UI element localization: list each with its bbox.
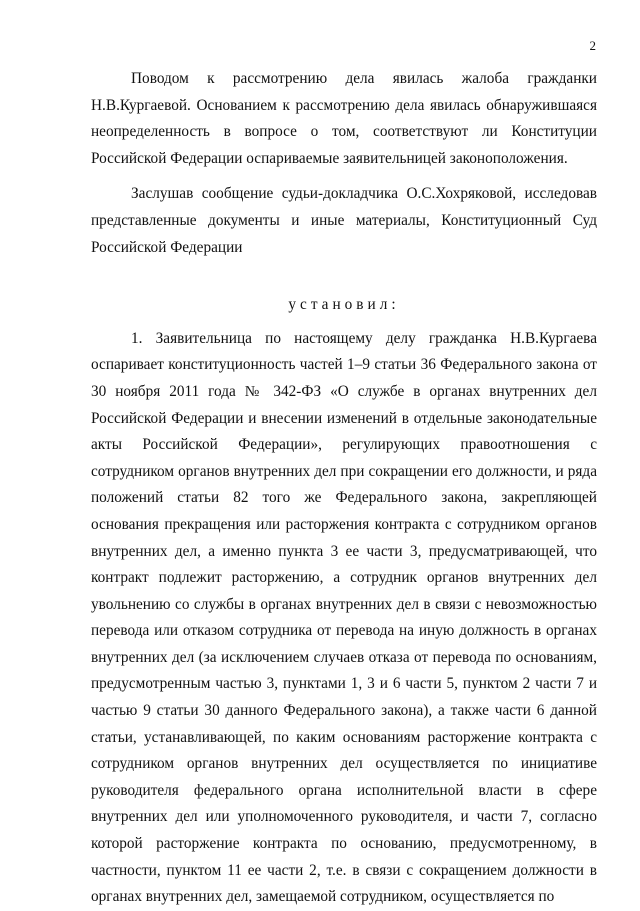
document-body — [91, 66, 597, 911]
section-heading-ustanovil: установил: — [288, 296, 400, 314]
paragraph-grounds: Поводом к рассмотрению дела явилась жалоба гражданки Н.В.Кургаевой. Основанием к рассмотрению дела явилась обнаружившаяся неопределенность в вопросе о том, соответствуют ли Конституции Российской Федерации оспариваемые заявительницей законоположения. — [91, 70, 597, 167]
paragraph-hearing: Заслушав сообщение судьи-докладчика О.С.Хохряковой, исследовав представленные документы и иные материалы, Конституционный Суд Российской Федерации — [91, 185, 597, 256]
paragraph-section-1: 1. Заявительница по настоящему делу гражданка Н.В.Кургаева оспаривает конституционность частей 1–9 статьи 36 Федерального закона от 30 ноября 2011 года № 342-ФЗ «О службе в органах внутренних дел Российской Федерации и внесении изменений в отдельные законодательные акты Российской Федерации», регулирующих правоотношения с сотрудником органов внутренних дел при сокращении его должности, и ряда положений статьи 82 того же Федерального закона, закрепляющей основания прекращения или расторжения контракта с сотрудником органов внутренних дел, а именно пункта 3 ее части 3, предусматривающей, что контракт подлежит расторжению, а сотрудник органов внутренних дел увольнению со службы в органах внутренних дел в связи с невозможностью перевода или отказом сотрудника от перевода на иную должность в органах внутренних дел (за исключением случаев отказа от перевода по основаниям, предусмотренным частью 3, пунктами 1, 3 и 6 части 5, пунктом 2 части 7 и частью 9 статьи 30 данного Федерального закона), а также части 6 данной статьи, устанавливающей, по каким основаниям расторжение контракта с сотрудником органов внутренних дел осуществляется по инициативе руководителя федерального органа исполнительной власти в сфере внутренних дел или уполномоченного руководителя, и части 7, согласно которой расторжение контракта по основанию, предусмотренному, в частности, пунктом 11 ее части 2, т.е. в связи с сокращением должности в органах внутренних дел, замещаемой сотрудником, осуществляется по — [91, 329, 597, 906]
page-number: 2 — [589, 38, 596, 53]
